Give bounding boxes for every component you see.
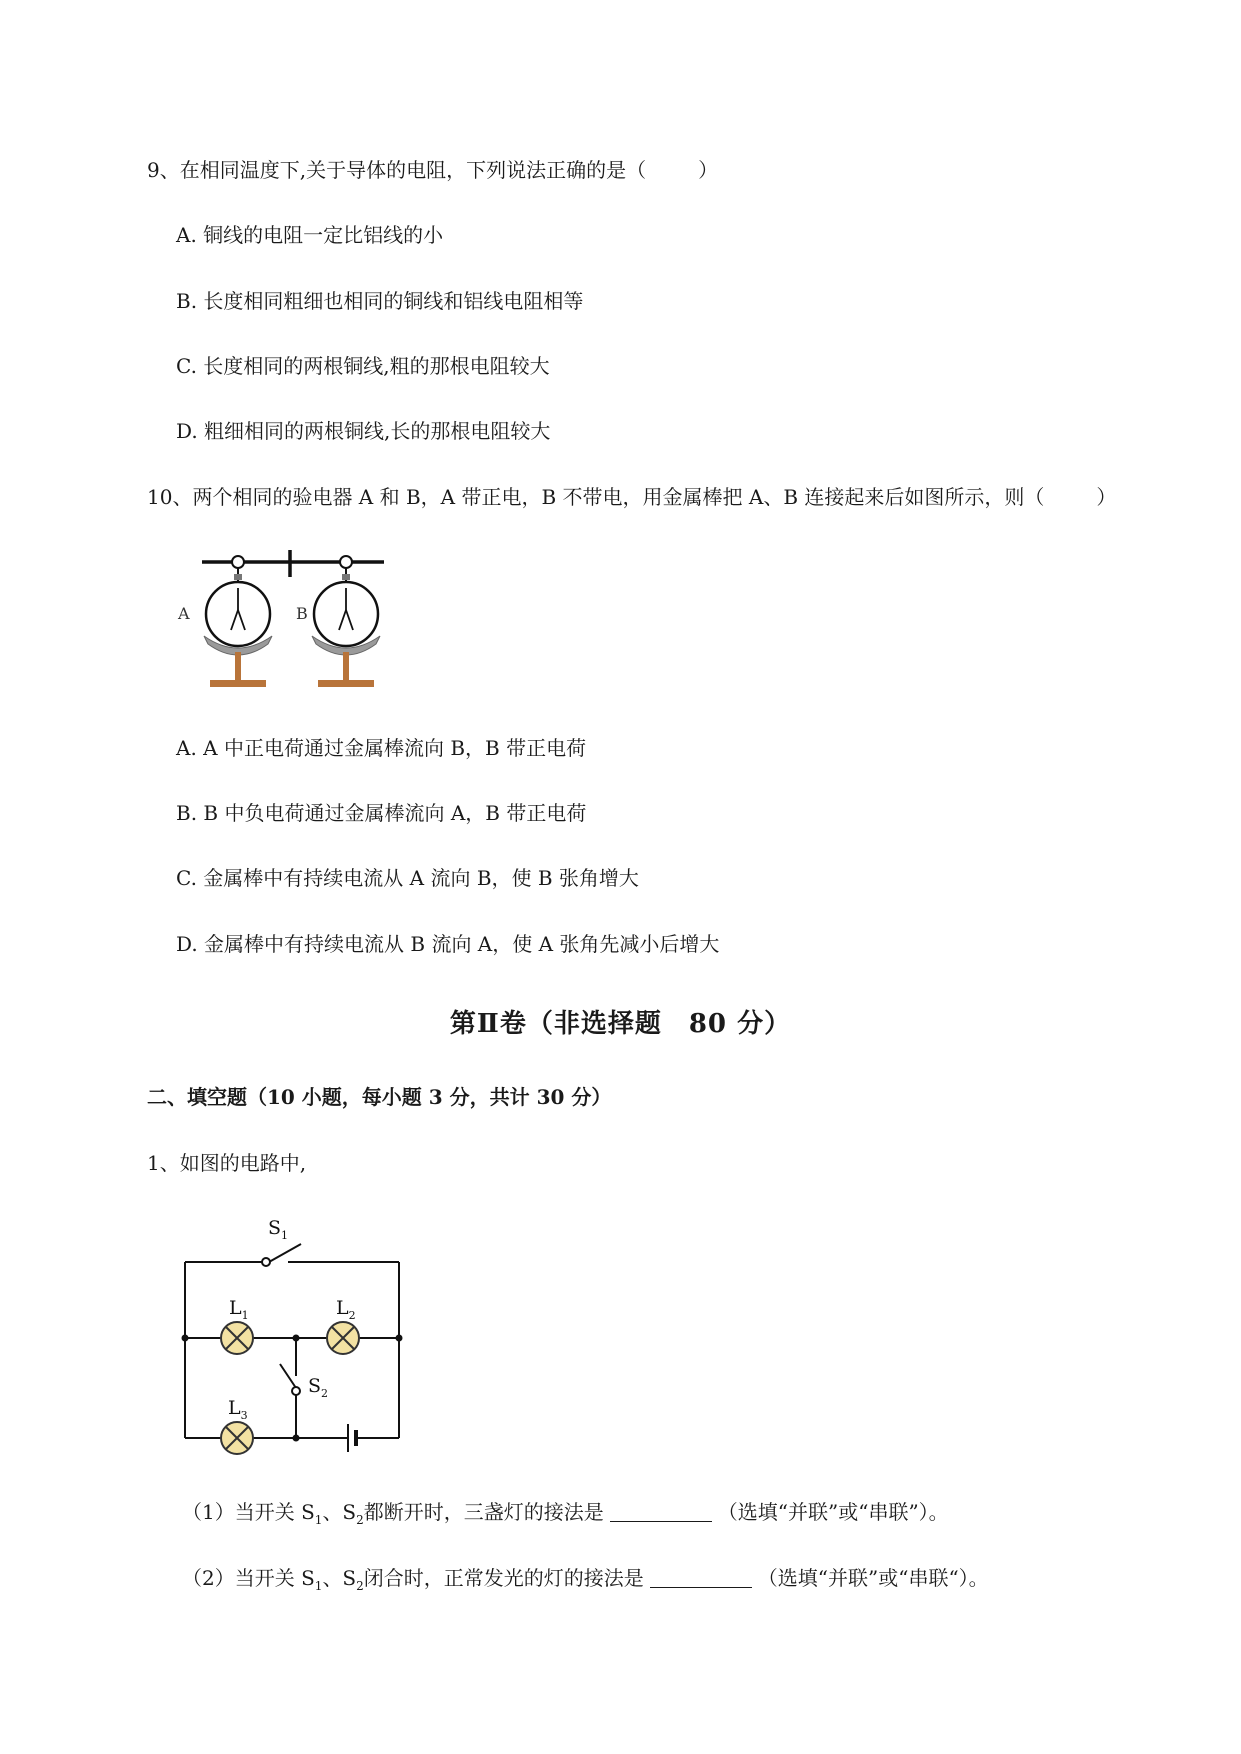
label-l2: $L_2$ bbox=[336, 1297, 356, 1322]
q10-option-b: B. B 中负电荷通过金属棒流向 A，B 带正电荷 bbox=[176, 801, 587, 825]
electroscope-b bbox=[312, 556, 380, 687]
label-l3: $L_3$ bbox=[228, 1397, 248, 1422]
electroscope-a bbox=[204, 556, 272, 687]
q9-option-a: A. 铜线的电阻一定比铝线的小 bbox=[176, 223, 444, 247]
q10-option-c: C. 金属棒中有持续电流从 A 流向 B，使 B 张角增大 bbox=[176, 866, 639, 890]
section-fill-in-heading: 二、填空题（10 小题，每小题 3 分，共计 30 分） bbox=[147, 1085, 612, 1109]
lamp-l1 bbox=[221, 1322, 253, 1354]
lamp-l2 bbox=[327, 1322, 359, 1354]
switch-s1 bbox=[269, 1244, 301, 1262]
fill-1-sub-1: （1）当开关 $S_1$、$S_2$都断开时，三盏灯的接法是 （选填“并联”或“串联”）。 bbox=[182, 1500, 949, 1527]
question-10-paren-close: ） bbox=[1096, 485, 1117, 509]
label-b: B bbox=[296, 604, 308, 623]
question-9-stem: 9、在相同温度下,关于导体的电阻，下列说法正确的是（ bbox=[147, 158, 647, 182]
answer-blank-1[interactable] bbox=[610, 1501, 712, 1522]
label-s2: $S_2$ bbox=[308, 1375, 329, 1400]
q9-option-c: C. 长度相同的两根铜线,粗的那根电阻较大 bbox=[176, 354, 550, 378]
label-s1: $S_1$ bbox=[268, 1217, 289, 1242]
part-2-title: 第Ⅱ卷（非选择题 80 分） bbox=[449, 1009, 792, 1039]
q9-option-d: D. 粗细相同的两根铜线,长的那根电阻较大 bbox=[176, 419, 551, 443]
fill-question-1-stem: 1、如图的电路中, bbox=[147, 1151, 307, 1175]
question-10-stem: 10、两个相同的验电器 A 和 B，A 带正电，B 不带电，用金属棒把 A、B 连接起来后如图所示，则（ bbox=[147, 485, 1045, 509]
question-9-paren-close: ） bbox=[698, 158, 719, 182]
lamp-l3 bbox=[221, 1422, 253, 1454]
label-a: A bbox=[178, 604, 190, 623]
electroscope-figure bbox=[170, 540, 400, 700]
question-10 bbox=[147, 483, 1116, 511]
answer-blank-2[interactable] bbox=[650, 1567, 752, 1588]
q10-option-d: D. 金属棒中有持续电流从 B 流向 A，使 A 张角先减小后增大 bbox=[176, 932, 720, 956]
label-l1: $L_1$ bbox=[229, 1297, 249, 1322]
switch-s2 bbox=[280, 1364, 296, 1388]
question-9 bbox=[147, 156, 718, 184]
fill-1-sub-2: （2）当开关 $S_1$、$S_2$闭合时，正常发光的灯的接法是 （选填“并联”或“串联“）。 bbox=[182, 1566, 989, 1593]
q10-option-a: A. A 中正电荷通过金属棒流向 B，B 带正电荷 bbox=[176, 736, 587, 760]
q9-option-b: B. 长度相同粗细也相同的铜线和铝线电阻相等 bbox=[176, 289, 584, 313]
circuit-diagram bbox=[170, 1208, 410, 1458]
